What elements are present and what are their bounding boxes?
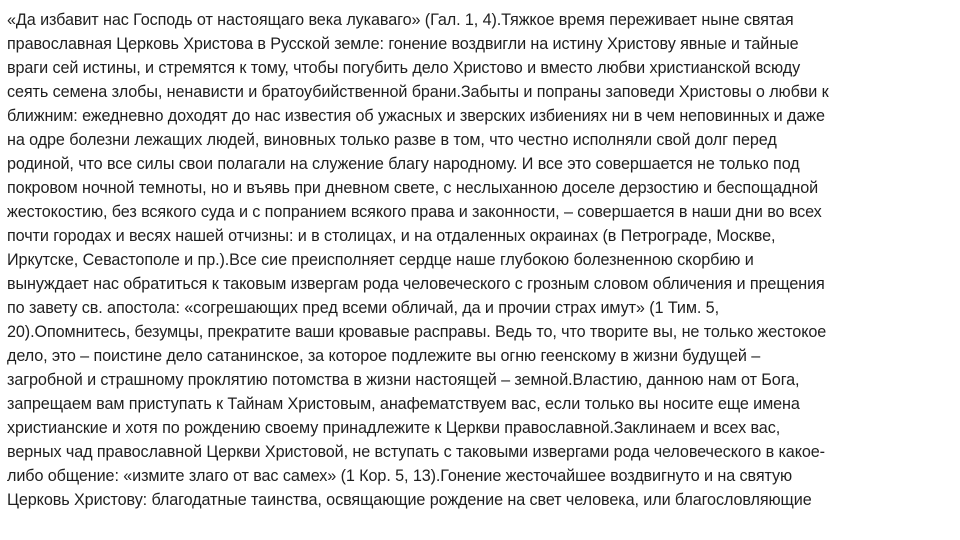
- text-line: Иркутске, Севастополе и пр.).Все сие преисполняет сердце наше глубокою болезненною скорбию и: [7, 251, 754, 269]
- text-line: враги сей истины, и стремятся к тому, чтобы погубить дело Христово и вместо любви христианской всюду: [7, 59, 801, 77]
- text-line: запрещаем вам приступать к Тайнам Христовым, анафематствуем вас, если только вы носите еще имена: [7, 395, 800, 413]
- text-line: Церковь Христову: благодатные таинства, освящающие рождение на свет человека, или благословляющие: [7, 491, 812, 509]
- text-line: покровом ночной темноты, но и въявь при дневном свете, с неслыханною доселе дерзостию и беспощадной: [7, 179, 819, 197]
- text-line: родиной, что все силы свои полагали на служение благу народному. И все это совершается не только под: [7, 155, 800, 173]
- text-line: христианские и хотя по рождению своему принадлежите к Церкви православной.Заклинаем и всех вас,: [7, 419, 781, 437]
- text-line: православная Церковь Христова в Русской земле: гонение воздвигли на истину Христову явные и тайные: [7, 35, 799, 53]
- text-line: 20).Опомнитесь, безумцы, прекратите ваши кровавые расправы. Ведь то, что творите вы, не только жестокое: [7, 323, 827, 341]
- text-line: почти городах и весях нашей отчизны: и в столицах, и на отдаленных окраинах (в Петрограде, Москве,: [7, 227, 776, 245]
- body-text: [7, 8, 957, 512]
- text-line: ближним: ежедневно доходят до нас известия об ужасных и зверских избиениях ни в чем неповинных и даже: [7, 107, 825, 125]
- text-line: жестокостию, без всякого суда и с попранием всякого права и законности, – совершается в наши дни во всех: [7, 203, 822, 221]
- text-line: по завету св. апостола: «согрешающих пред всеми обличай, да и прочии страх имут» (1 Тим. 5,: [7, 299, 719, 317]
- text-line: сеять семена злобы, ненависти и братоубийственной брани.Забыты и попраны заповеди Христовы о любви к: [7, 83, 829, 101]
- text-line: вынуждает нас обратиться к таковым извергам рода человеческого с грозным словом обличения и прещения: [7, 275, 825, 293]
- text-line: дело, это – поистине дело сатанинское, за которое подлежите вы огню геенскому в жизни будущей –: [7, 347, 761, 365]
- text-line: загробной и страшному проклятию потомства в жизни настоящей – земной.Властию, данною нам от Бога,: [7, 371, 800, 389]
- text-line: «Да избавит нас Господь от настоящаго века лукаваго» (Гал. 1, 4).Тяжкое время переживает ныне святая: [7, 11, 794, 29]
- text-line: верных чад православной Церкви Христовой, не вступать с таковыми извергами рода человеческого в какое-: [7, 443, 825, 461]
- text-line: на одре болезни лежащих людей, виновных только разве в том, что честно исполняли свой долг перед: [7, 131, 777, 149]
- text-line: либо общение: «измите злаго от вас самех» (1 Кор. 5, 13).Гонение жесточайшее воздвигнуто и на святую: [7, 467, 793, 485]
